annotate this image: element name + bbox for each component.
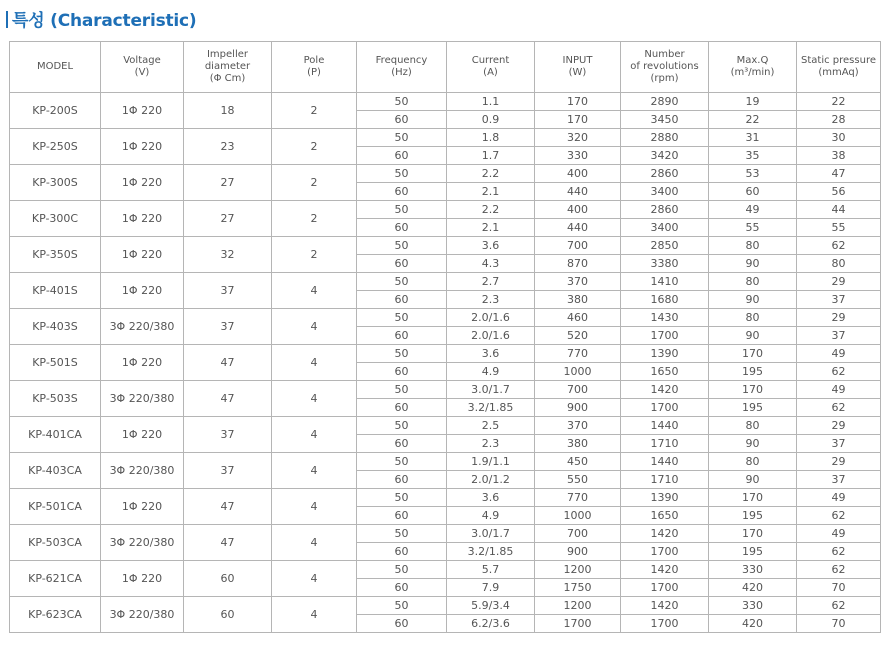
cell-static-pressure: 62 <box>797 561 881 579</box>
cell-frequency: 60 <box>357 399 447 417</box>
cell-max-q: 90 <box>709 435 797 453</box>
cell-static-pressure: 70 <box>797 579 881 597</box>
cell-impeller-diameter: 47 <box>184 489 272 525</box>
cell-max-q: 80 <box>709 309 797 327</box>
cell-impeller-diameter: 47 <box>184 345 272 381</box>
cell-revolutions: 1420 <box>621 381 709 399</box>
header-max-q: Max.Q (m³/min) <box>709 42 797 93</box>
table-row <box>10 129 881 147</box>
cell-max-q: 19 <box>709 93 797 111</box>
cell-current: 0.9 <box>447 111 535 129</box>
cell-frequency: 60 <box>357 471 447 489</box>
cell-voltage: 1Φ 220 <box>101 273 184 309</box>
cell-max-q: 90 <box>709 291 797 309</box>
cell-impeller-diameter: 32 <box>184 237 272 273</box>
cell-pole: 4 <box>272 381 357 417</box>
cell-impeller-diameter: 47 <box>184 525 272 561</box>
cell-frequency: 60 <box>357 507 447 525</box>
cell-model: KP-200S <box>10 93 101 129</box>
cell-input: 900 <box>535 543 621 561</box>
cell-input: 460 <box>535 309 621 327</box>
cell-static-pressure: 47 <box>797 165 881 183</box>
cell-frequency: 60 <box>357 615 447 633</box>
cell-frequency: 50 <box>357 597 447 615</box>
cell-revolutions: 1680 <box>621 291 709 309</box>
cell-input: 170 <box>535 111 621 129</box>
cell-max-q: 170 <box>709 525 797 543</box>
table-row <box>10 309 881 327</box>
cell-max-q: 80 <box>709 417 797 435</box>
table-row <box>10 453 881 471</box>
cell-current: 2.0/1.6 <box>447 309 535 327</box>
cell-voltage: 1Φ 220 <box>101 489 184 525</box>
cell-static-pressure: 44 <box>797 201 881 219</box>
cell-max-q: 90 <box>709 471 797 489</box>
cell-input: 1200 <box>535 561 621 579</box>
cell-static-pressure: 49 <box>797 525 881 543</box>
cell-static-pressure: 37 <box>797 291 881 309</box>
cell-current: 3.6 <box>447 345 535 363</box>
section-title-text: 특성 (Characteristic) <box>12 11 197 31</box>
cell-static-pressure: 62 <box>797 399 881 417</box>
cell-static-pressure: 62 <box>797 237 881 255</box>
cell-revolutions: 2860 <box>621 201 709 219</box>
cell-max-q: 55 <box>709 219 797 237</box>
cell-frequency: 60 <box>357 255 447 273</box>
cell-input: 870 <box>535 255 621 273</box>
table-row <box>10 561 881 579</box>
cell-current: 3.2/1.85 <box>447 543 535 561</box>
cell-model: KP-300C <box>10 201 101 237</box>
table-body <box>10 93 881 633</box>
cell-current: 2.7 <box>447 273 535 291</box>
cell-current: 3.0/1.7 <box>447 525 535 543</box>
cell-max-q: 195 <box>709 543 797 561</box>
cell-static-pressure: 70 <box>797 615 881 633</box>
cell-revolutions: 3450 <box>621 111 709 129</box>
cell-current: 2.3 <box>447 291 535 309</box>
cell-model: KP-350S <box>10 237 101 273</box>
cell-model: KP-403CA <box>10 453 101 489</box>
cell-max-q: 49 <box>709 201 797 219</box>
table-row <box>10 93 881 111</box>
cell-frequency: 60 <box>357 363 447 381</box>
cell-model: KP-300S <box>10 165 101 201</box>
cell-impeller-diameter: 37 <box>184 273 272 309</box>
cell-input: 770 <box>535 345 621 363</box>
cell-static-pressure: 49 <box>797 489 881 507</box>
cell-static-pressure: 37 <box>797 327 881 345</box>
cell-pole: 4 <box>272 489 357 525</box>
cell-max-q: 170 <box>709 345 797 363</box>
cell-revolutions: 1390 <box>621 345 709 363</box>
cell-frequency: 50 <box>357 201 447 219</box>
table-row <box>10 597 881 615</box>
cell-max-q: 53 <box>709 165 797 183</box>
cell-input: 700 <box>535 381 621 399</box>
cell-voltage: 1Φ 220 <box>101 165 184 201</box>
cell-model: KP-501S <box>10 345 101 381</box>
cell-max-q: 195 <box>709 363 797 381</box>
section-title <box>6 6 197 31</box>
cell-static-pressure: 22 <box>797 93 881 111</box>
cell-max-q: 22 <box>709 111 797 129</box>
table-row <box>10 489 881 507</box>
cell-revolutions: 1700 <box>621 543 709 561</box>
cell-current: 7.9 <box>447 579 535 597</box>
cell-model: KP-503CA <box>10 525 101 561</box>
cell-static-pressure: 29 <box>797 273 881 291</box>
cell-frequency: 50 <box>357 489 447 507</box>
cell-voltage: 1Φ 220 <box>101 93 184 129</box>
cell-current: 1.9/1.1 <box>447 453 535 471</box>
cell-input: 170 <box>535 93 621 111</box>
cell-voltage: 1Φ 220 <box>101 345 184 381</box>
cell-input: 370 <box>535 273 621 291</box>
cell-current: 1.7 <box>447 147 535 165</box>
cell-max-q: 330 <box>709 561 797 579</box>
cell-revolutions: 1440 <box>621 417 709 435</box>
cell-pole: 2 <box>272 165 357 201</box>
cell-static-pressure: 29 <box>797 417 881 435</box>
cell-static-pressure: 30 <box>797 129 881 147</box>
cell-current: 1.8 <box>447 129 535 147</box>
cell-input: 440 <box>535 183 621 201</box>
table-row <box>10 201 881 219</box>
cell-revolutions: 1410 <box>621 273 709 291</box>
cell-current: 2.0/1.2 <box>447 471 535 489</box>
cell-revolutions: 2890 <box>621 93 709 111</box>
cell-current: 2.2 <box>447 201 535 219</box>
cell-input: 450 <box>535 453 621 471</box>
cell-current: 4.9 <box>447 507 535 525</box>
cell-current: 3.0/1.7 <box>447 381 535 399</box>
header-impeller-diameter: Impeller diameter (Φ Cm) <box>184 42 272 93</box>
cell-voltage: 1Φ 220 <box>101 129 184 165</box>
cell-frequency: 60 <box>357 543 447 561</box>
cell-pole: 4 <box>272 453 357 489</box>
cell-frequency: 50 <box>357 345 447 363</box>
cell-impeller-diameter: 37 <box>184 417 272 453</box>
cell-current: 4.3 <box>447 255 535 273</box>
cell-pole: 4 <box>272 525 357 561</box>
cell-revolutions: 1700 <box>621 399 709 417</box>
characteristic-table <box>9 41 881 633</box>
table-row <box>10 525 881 543</box>
header-voltage: Voltage (V) <box>101 42 184 93</box>
cell-input: 900 <box>535 399 621 417</box>
cell-voltage: 1Φ 220 <box>101 561 184 597</box>
cell-pole: 4 <box>272 597 357 633</box>
cell-revolutions: 1710 <box>621 471 709 489</box>
cell-current: 2.5 <box>447 417 535 435</box>
cell-frequency: 60 <box>357 435 447 453</box>
cell-max-q: 80 <box>709 453 797 471</box>
cell-frequency: 50 <box>357 129 447 147</box>
cell-frequency: 50 <box>357 525 447 543</box>
cell-impeller-diameter: 23 <box>184 129 272 165</box>
cell-current: 6.2/3.6 <box>447 615 535 633</box>
cell-pole: 4 <box>272 273 357 309</box>
cell-impeller-diameter: 37 <box>184 453 272 489</box>
cell-frequency: 50 <box>357 273 447 291</box>
cell-model: KP-623CA <box>10 597 101 633</box>
cell-input: 550 <box>535 471 621 489</box>
header-model: MODEL <box>10 42 101 93</box>
cell-frequency: 60 <box>357 147 447 165</box>
cell-revolutions: 1700 <box>621 327 709 345</box>
cell-input: 380 <box>535 435 621 453</box>
table-row <box>10 273 881 291</box>
cell-max-q: 195 <box>709 399 797 417</box>
cell-static-pressure: 56 <box>797 183 881 201</box>
cell-static-pressure: 62 <box>797 507 881 525</box>
cell-model: KP-403S <box>10 309 101 345</box>
cell-current: 3.2/1.85 <box>447 399 535 417</box>
cell-max-q: 35 <box>709 147 797 165</box>
table-row <box>10 345 881 363</box>
cell-input: 370 <box>535 417 621 435</box>
cell-voltage: 1Φ 220 <box>101 201 184 237</box>
cell-voltage: 3Φ 220/380 <box>101 597 184 633</box>
cell-static-pressure: 62 <box>797 363 881 381</box>
cell-revolutions: 3400 <box>621 219 709 237</box>
cell-frequency: 50 <box>357 93 447 111</box>
cell-voltage: 1Φ 220 <box>101 417 184 453</box>
cell-impeller-diameter: 60 <box>184 597 272 633</box>
cell-revolutions: 1420 <box>621 525 709 543</box>
cell-static-pressure: 49 <box>797 345 881 363</box>
cell-voltage: 3Φ 220/380 <box>101 525 184 561</box>
cell-static-pressure: 80 <box>797 255 881 273</box>
cell-input: 1000 <box>535 507 621 525</box>
cell-input: 380 <box>535 291 621 309</box>
cell-max-q: 170 <box>709 489 797 507</box>
cell-revolutions: 3420 <box>621 147 709 165</box>
cell-input: 440 <box>535 219 621 237</box>
cell-revolutions: 1440 <box>621 453 709 471</box>
cell-frequency: 50 <box>357 453 447 471</box>
cell-revolutions: 1700 <box>621 615 709 633</box>
cell-current: 2.1 <box>447 183 535 201</box>
cell-revolutions: 2860 <box>621 165 709 183</box>
cell-input: 400 <box>535 165 621 183</box>
cell-pole: 4 <box>272 345 357 381</box>
cell-voltage: 3Φ 220/380 <box>101 381 184 417</box>
cell-revolutions: 2880 <box>621 129 709 147</box>
table-row <box>10 165 881 183</box>
cell-current: 4.9 <box>447 363 535 381</box>
cell-max-q: 195 <box>709 507 797 525</box>
cell-voltage: 3Φ 220/380 <box>101 453 184 489</box>
cell-frequency: 60 <box>357 111 447 129</box>
cell-static-pressure: 37 <box>797 471 881 489</box>
cell-model: KP-401S <box>10 273 101 309</box>
cell-input: 520 <box>535 327 621 345</box>
header-frequency: Frequency (Hz) <box>357 42 447 93</box>
cell-max-q: 330 <box>709 597 797 615</box>
cell-static-pressure: 28 <box>797 111 881 129</box>
cell-input: 1700 <box>535 615 621 633</box>
cell-current: 3.6 <box>447 237 535 255</box>
cell-static-pressure: 38 <box>797 147 881 165</box>
cell-revolutions: 1430 <box>621 309 709 327</box>
header-pole: Pole (P) <box>272 42 357 93</box>
cell-frequency: 60 <box>357 219 447 237</box>
cell-current: 5.7 <box>447 561 535 579</box>
cell-frequency: 50 <box>357 381 447 399</box>
cell-impeller-diameter: 37 <box>184 309 272 345</box>
cell-max-q: 31 <box>709 129 797 147</box>
table-row <box>10 237 881 255</box>
cell-static-pressure: 49 <box>797 381 881 399</box>
cell-model: KP-401CA <box>10 417 101 453</box>
cell-static-pressure: 29 <box>797 453 881 471</box>
cell-revolutions: 1650 <box>621 363 709 381</box>
cell-input: 1750 <box>535 579 621 597</box>
title-bar-decoration <box>6 11 8 28</box>
cell-revolutions: 1420 <box>621 561 709 579</box>
cell-max-q: 420 <box>709 615 797 633</box>
table-row <box>10 417 881 435</box>
cell-current: 2.3 <box>447 435 535 453</box>
cell-current: 2.2 <box>447 165 535 183</box>
cell-frequency: 60 <box>357 291 447 309</box>
cell-max-q: 90 <box>709 255 797 273</box>
cell-revolutions: 1420 <box>621 597 709 615</box>
cell-model: KP-250S <box>10 129 101 165</box>
cell-max-q: 90 <box>709 327 797 345</box>
header-static-pressure: Static pressure (mmAq) <box>797 42 881 93</box>
cell-model: KP-501CA <box>10 489 101 525</box>
cell-max-q: 80 <box>709 273 797 291</box>
cell-static-pressure: 37 <box>797 435 881 453</box>
cell-frequency: 50 <box>357 237 447 255</box>
header-current: Current (A) <box>447 42 535 93</box>
cell-current: 5.9/3.4 <box>447 597 535 615</box>
cell-revolutions: 1390 <box>621 489 709 507</box>
cell-revolutions: 1700 <box>621 579 709 597</box>
table-header-row <box>10 42 881 93</box>
cell-static-pressure: 29 <box>797 309 881 327</box>
cell-static-pressure: 62 <box>797 597 881 615</box>
cell-pole: 2 <box>272 237 357 273</box>
cell-frequency: 50 <box>357 165 447 183</box>
cell-static-pressure: 55 <box>797 219 881 237</box>
cell-voltage: 3Φ 220/380 <box>101 309 184 345</box>
table-row <box>10 381 881 399</box>
cell-current: 2.0/1.6 <box>447 327 535 345</box>
cell-pole: 4 <box>272 561 357 597</box>
cell-input: 400 <box>535 201 621 219</box>
cell-pole: 2 <box>272 93 357 129</box>
cell-static-pressure: 62 <box>797 543 881 561</box>
header-revolutions: Number of revolutions (rpm) <box>621 42 709 93</box>
cell-revolutions: 2850 <box>621 237 709 255</box>
cell-frequency: 60 <box>357 183 447 201</box>
cell-revolutions: 1650 <box>621 507 709 525</box>
cell-input: 770 <box>535 489 621 507</box>
cell-input: 320 <box>535 129 621 147</box>
cell-frequency: 60 <box>357 579 447 597</box>
cell-pole: 2 <box>272 201 357 237</box>
cell-voltage: 1Φ 220 <box>101 237 184 273</box>
cell-current: 1.1 <box>447 93 535 111</box>
cell-max-q: 60 <box>709 183 797 201</box>
cell-revolutions: 1710 <box>621 435 709 453</box>
cell-model: KP-503S <box>10 381 101 417</box>
cell-max-q: 80 <box>709 237 797 255</box>
cell-input: 700 <box>535 525 621 543</box>
cell-current: 2.1 <box>447 219 535 237</box>
cell-revolutions: 3400 <box>621 183 709 201</box>
cell-max-q: 170 <box>709 381 797 399</box>
cell-input: 1200 <box>535 597 621 615</box>
cell-current: 3.6 <box>447 489 535 507</box>
cell-impeller-diameter: 47 <box>184 381 272 417</box>
cell-impeller-diameter: 18 <box>184 93 272 129</box>
cell-frequency: 60 <box>357 327 447 345</box>
cell-input: 330 <box>535 147 621 165</box>
cell-frequency: 50 <box>357 561 447 579</box>
cell-model: KP-621CA <box>10 561 101 597</box>
cell-frequency: 50 <box>357 309 447 327</box>
cell-pole: 2 <box>272 129 357 165</box>
cell-impeller-diameter: 60 <box>184 561 272 597</box>
cell-pole: 4 <box>272 417 357 453</box>
cell-frequency: 50 <box>357 417 447 435</box>
cell-input: 1000 <box>535 363 621 381</box>
cell-input: 700 <box>535 237 621 255</box>
cell-impeller-diameter: 27 <box>184 201 272 237</box>
cell-pole: 4 <box>272 309 357 345</box>
cell-max-q: 420 <box>709 579 797 597</box>
header-input: INPUT (W) <box>535 42 621 93</box>
cell-revolutions: 3380 <box>621 255 709 273</box>
cell-impeller-diameter: 27 <box>184 165 272 201</box>
